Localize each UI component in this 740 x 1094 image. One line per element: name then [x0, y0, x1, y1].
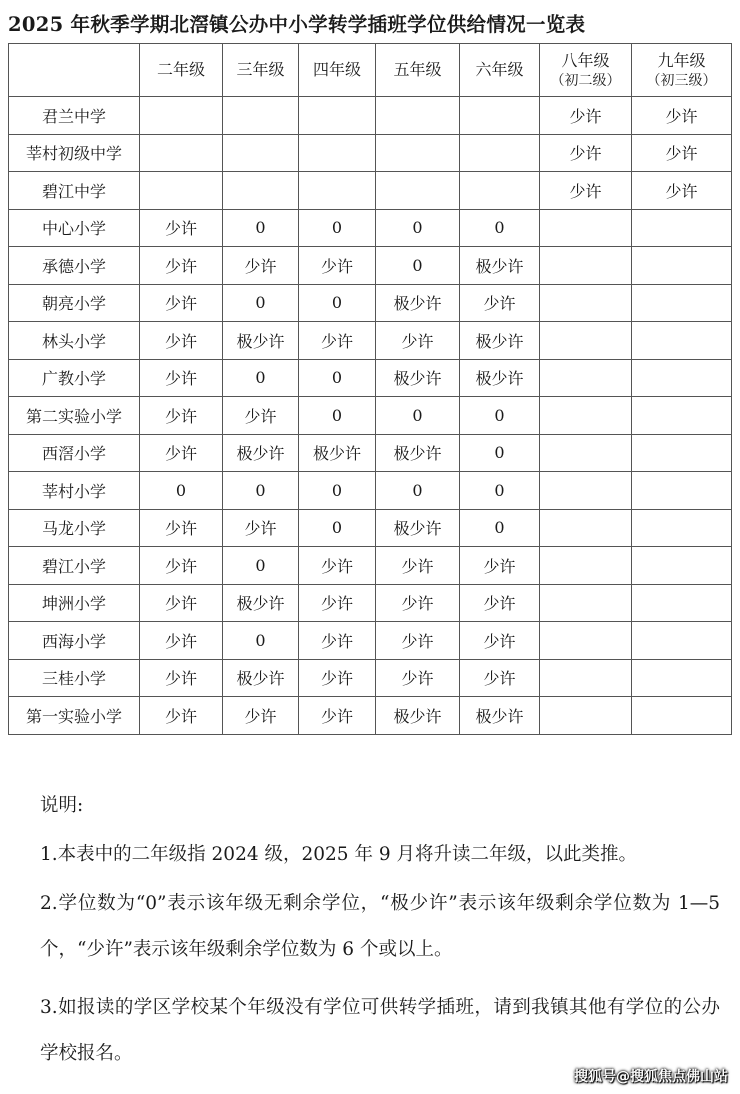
vacancy-cell — [540, 284, 632, 322]
vacancy-cell — [632, 509, 732, 547]
vacancy-cell: 极少许 — [223, 584, 299, 622]
vacancy-cell: 极少许 — [376, 697, 460, 735]
vacancy-cell — [632, 284, 732, 322]
vacancy-cell: 少许 — [460, 284, 540, 322]
vacancy-cell — [632, 434, 732, 472]
vacancy-cell — [632, 209, 732, 247]
column-header — [632, 44, 732, 97]
vacancy-cell: 0 — [223, 284, 299, 322]
vacancy-cell: 0 — [460, 209, 540, 247]
vacancy-cell — [540, 697, 632, 735]
vacancy-cell — [632, 659, 732, 697]
vacancy-cell: 极少许 — [460, 359, 540, 397]
vacancy-cell — [540, 584, 632, 622]
vacancy-cell: 0 — [376, 472, 460, 510]
vacancy-cell — [540, 659, 632, 697]
vacancy-cell: 少许 — [140, 434, 223, 472]
vacancy-cell — [632, 247, 732, 285]
column-header-label: 九年级 — [657, 51, 706, 70]
vacancy-cell: 0 — [299, 284, 376, 322]
vacancy-cell: 0 — [223, 547, 299, 585]
vacancy-cell — [223, 134, 299, 172]
note-item-2: 2.学位数为“0”表示该年级无剩余学位，“极少许”表示该年级剩余学位数为 1—5 个，“少许”表示该年级剩余学位数为 6 个或以上。 — [40, 893, 720, 960]
school-name-cell: 第二实验小学 — [9, 397, 140, 435]
vacancy-cell — [540, 247, 632, 285]
vacancy-cell: 少许 — [223, 509, 299, 547]
school-name-cell: 西滘小学 — [9, 434, 140, 472]
school-name-cell: 坤洲小学 — [9, 584, 140, 622]
vacancy-cell: 极少许 — [460, 697, 540, 735]
vacancy-cell: 少许 — [299, 247, 376, 285]
table-row — [9, 659, 732, 697]
vacancy-cell: 少许 — [540, 134, 632, 172]
school-name-cell: 马龙小学 — [9, 509, 140, 547]
table-row — [9, 472, 732, 510]
column-header-label: 五年级 — [393, 60, 442, 79]
vacancy-cell — [140, 97, 223, 135]
column-header-sublabel: （初三级） — [646, 73, 717, 89]
vacancy-cell — [140, 172, 223, 210]
vacancy-cell: 极少许 — [376, 359, 460, 397]
school-name-cell: 第一实验小学 — [9, 697, 140, 735]
notes-section — [40, 792, 720, 1094]
table-row — [9, 284, 732, 322]
column-header-label: 三年级 — [236, 60, 285, 79]
note-item-1: 1.本表中的二年级指 2024 级，2025 年 9 月将升读二年级，以此类推。 — [40, 844, 637, 865]
note-item-3: 3.如报读的学区学校某个年级没有学位可供转学插班，请到我镇其他有学位的公办学校报名。 — [40, 997, 720, 1064]
school-name-cell: 广教小学 — [9, 359, 140, 397]
vacancy-cell: 少许 — [140, 509, 223, 547]
vacancy-cell: 0 — [299, 209, 376, 247]
table-row — [9, 697, 732, 735]
vacancy-cell — [299, 172, 376, 210]
school-name-cell: 碧江小学 — [9, 547, 140, 585]
vacancy-cell: 少许 — [223, 247, 299, 285]
vacancy-cell — [632, 697, 732, 735]
vacancy-cell — [460, 97, 540, 135]
column-header — [140, 44, 223, 97]
vacancy-cell: 极少许 — [460, 322, 540, 360]
vacancy-cell: 少许 — [140, 209, 223, 247]
vacancy-cell: 0 — [299, 509, 376, 547]
vacancy-cell — [540, 472, 632, 510]
school-name-cell: 承德小学 — [9, 247, 140, 285]
table-row — [9, 247, 732, 285]
table-row — [9, 172, 732, 210]
vacancy-cell: 少许 — [376, 322, 460, 360]
vacancy-cell: 0 — [376, 209, 460, 247]
vacancy-cell: 少许 — [299, 547, 376, 585]
page-title: 2025 年秋季学期北滘镇公办中小学转学插班学位供给情况一览表 — [8, 13, 586, 36]
vacancy-cell: 少许 — [299, 659, 376, 697]
vacancy-cell: 0 — [223, 622, 299, 660]
vacancy-cell — [632, 584, 732, 622]
vacancy-cell: 0 — [299, 472, 376, 510]
school-name-cell: 莘村初级中学 — [9, 134, 140, 172]
column-header — [223, 44, 299, 97]
column-header-label: 二年级 — [156, 60, 205, 79]
column-header — [460, 44, 540, 97]
vacancy-cell: 少许 — [632, 172, 732, 210]
column-header — [299, 44, 376, 97]
vacancy-cell: 极少许 — [460, 247, 540, 285]
vacancy-cell — [540, 359, 632, 397]
table-row — [9, 622, 732, 660]
vacancy-cell — [540, 322, 632, 360]
vacancy-cell: 0 — [223, 209, 299, 247]
vacancy-cell: 0 — [299, 359, 376, 397]
table-row — [9, 434, 732, 472]
vacancy-cell: 0 — [460, 397, 540, 435]
vacancy-cell: 少许 — [140, 547, 223, 585]
column-header-label: 八年级 — [561, 51, 610, 70]
school-name-cell: 林头小学 — [9, 322, 140, 360]
vacancy-cell — [223, 97, 299, 135]
vacancy-cell: 少许 — [460, 547, 540, 585]
vacancy-cell: 少许 — [140, 322, 223, 360]
table-body — [9, 97, 732, 735]
vacancy-cell: 0 — [299, 397, 376, 435]
vacancy-cell: 极少许 — [223, 322, 299, 360]
vacancy-cell — [460, 172, 540, 210]
table-row — [9, 509, 732, 547]
vacancy-cell: 少许 — [376, 584, 460, 622]
vacancy-cell: 少许 — [140, 397, 223, 435]
vacancy-cell: 少许 — [460, 622, 540, 660]
vacancy-cell — [540, 434, 632, 472]
vacancy-cell: 少许 — [140, 284, 223, 322]
vacancy-cell — [376, 97, 460, 135]
vacancy-cell: 少许 — [376, 622, 460, 660]
vacancy-cell — [632, 472, 732, 510]
school-name-cell: 朝亮小学 — [9, 284, 140, 322]
vacancy-cell: 少许 — [540, 172, 632, 210]
vacancy-cell: 0 — [376, 397, 460, 435]
vacancy-cell: 少许 — [632, 134, 732, 172]
vacancy-cell: 0 — [140, 472, 223, 510]
vacancy-cell — [540, 509, 632, 547]
vacancy-cell — [632, 547, 732, 585]
vacancy-cell — [632, 622, 732, 660]
table-row — [9, 584, 732, 622]
school-name-cell: 君兰中学 — [9, 97, 140, 135]
vacancy-cell: 0 — [223, 472, 299, 510]
vacancy-cell: 少许 — [460, 659, 540, 697]
vacancy-cell: 少许 — [632, 97, 732, 135]
vacancy-cell — [632, 322, 732, 360]
vacancy-cell: 少许 — [140, 584, 223, 622]
column-header — [376, 44, 460, 97]
vacancy-cell: 少许 — [299, 322, 376, 360]
school-name-cell: 碧江中学 — [9, 172, 140, 210]
vacancy-cell — [460, 134, 540, 172]
vacancy-cell — [223, 172, 299, 210]
vacancy-cell: 少许 — [540, 97, 632, 135]
vacancy-cell — [540, 622, 632, 660]
table-row — [9, 322, 732, 360]
vacancy-cell — [540, 547, 632, 585]
vacancy-cell: 0 — [376, 247, 460, 285]
vacancy-cell: 少许 — [299, 697, 376, 735]
vacancy-cell: 少许 — [376, 547, 460, 585]
vacancy-cell — [540, 209, 632, 247]
vacancy-cell — [376, 134, 460, 172]
column-header-sublabel: （初二级） — [550, 73, 621, 89]
vacancy-cell: 0 — [460, 472, 540, 510]
table-row — [9, 359, 732, 397]
table-header-row — [9, 44, 732, 97]
vacancy-cell: 极少许 — [376, 509, 460, 547]
table-row — [9, 547, 732, 585]
vacancy-cell: 少许 — [140, 622, 223, 660]
vacancy-cell: 少许 — [223, 397, 299, 435]
vacancy-table — [8, 43, 732, 735]
vacancy-cell: 少许 — [299, 622, 376, 660]
vacancy-cell: 少许 — [299, 584, 376, 622]
vacancy-cell — [632, 359, 732, 397]
school-name-cell: 中心小学 — [9, 209, 140, 247]
vacancy-cell: 极少许 — [376, 434, 460, 472]
vacancy-cell: 少许 — [223, 697, 299, 735]
column-header-label: 六年级 — [475, 60, 524, 79]
vacancy-cell: 0 — [460, 509, 540, 547]
vacancy-cell — [632, 397, 732, 435]
notes-heading: 说明: — [40, 795, 84, 816]
column-header — [540, 44, 632, 97]
vacancy-cell: 极少许 — [299, 434, 376, 472]
vacancy-cell: 0 — [460, 434, 540, 472]
vacancy-cell — [299, 97, 376, 135]
vacancy-cell: 少许 — [140, 247, 223, 285]
vacancy-cell — [140, 134, 223, 172]
vacancy-cell: 少许 — [460, 584, 540, 622]
table-row — [9, 97, 732, 135]
corner-cell — [9, 44, 140, 97]
school-name-cell: 三桂小学 — [9, 659, 140, 697]
vacancy-cell: 极少许 — [223, 659, 299, 697]
vacancy-cell: 少许 — [140, 359, 223, 397]
vacancy-cell — [376, 172, 460, 210]
table-row — [9, 209, 732, 247]
vacancy-cell: 少许 — [140, 659, 223, 697]
vacancy-cell: 少许 — [140, 697, 223, 735]
vacancy-cell — [540, 397, 632, 435]
vacancy-cell: 0 — [223, 359, 299, 397]
vacancy-cell: 极少许 — [223, 434, 299, 472]
column-header-label: 四年级 — [312, 60, 361, 79]
school-name-cell: 莘村小学 — [9, 472, 140, 510]
table-row — [9, 397, 732, 435]
vacancy-cell: 极少许 — [376, 284, 460, 322]
watermark: 搜狐号@搜狐焦点佛山站 — [574, 1069, 728, 1085]
school-name-cell: 西海小学 — [9, 622, 140, 660]
vacancy-cell: 少许 — [376, 659, 460, 697]
table-row — [9, 134, 732, 172]
vacancy-cell — [299, 134, 376, 172]
